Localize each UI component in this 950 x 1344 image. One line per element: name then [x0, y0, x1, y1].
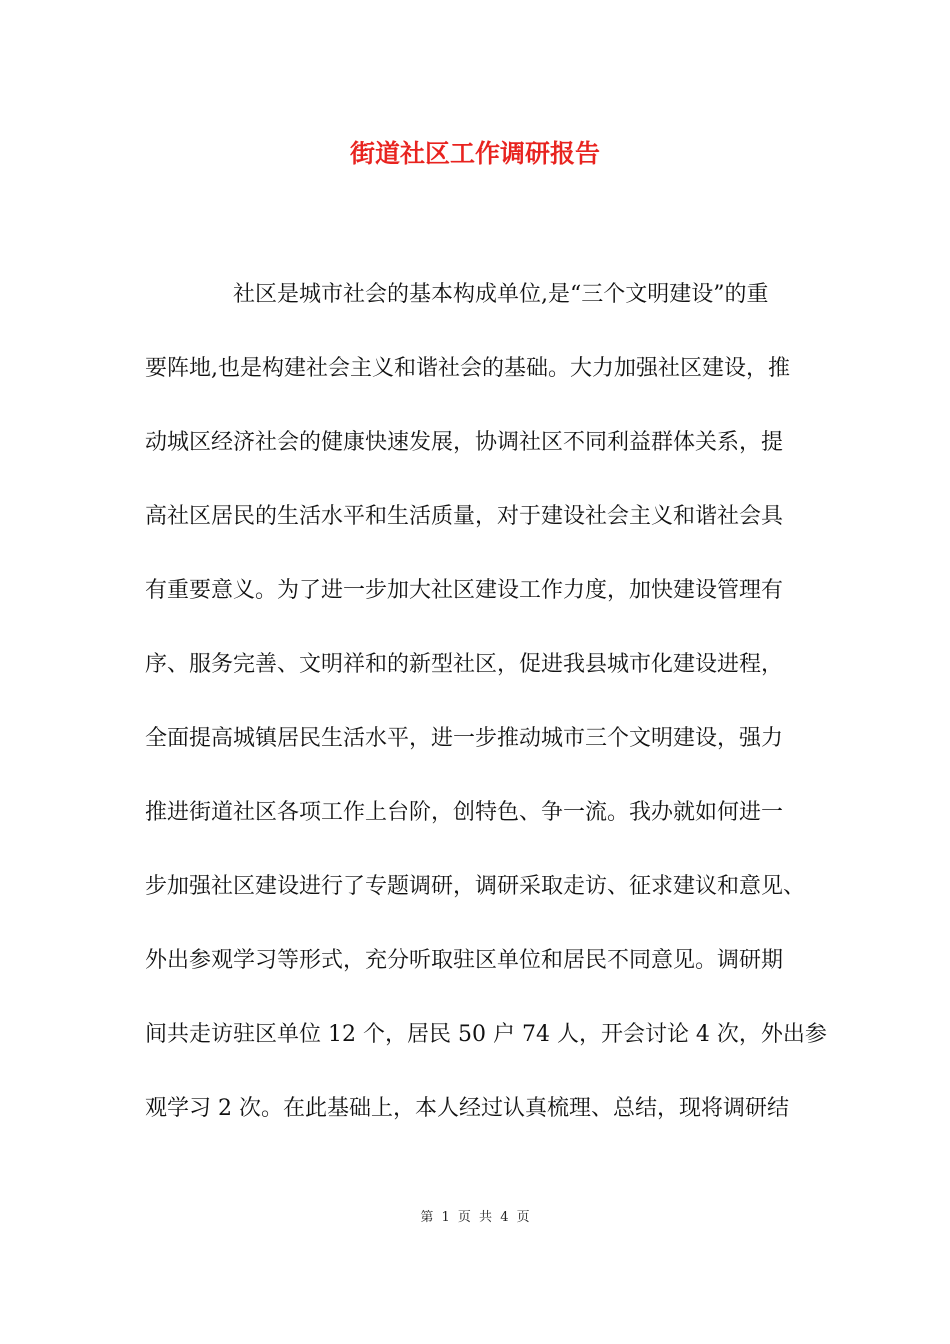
paragraph-line: 序、服务完善、文明祥和的新型社区，促进我县城市化建设进程， [145, 652, 784, 677]
document-title: 街道社区工作调研报告 [349, 139, 600, 168]
page-number-footer: 第 1 页 共 4 页 [420, 1210, 530, 1225]
paragraph-line: 高社区居民的生活水平和生活质量，对于建设社会主义和谐社会具 [145, 504, 784, 529]
paragraph-line: 全面提高城镇居民生活水平，进一步推动城市三个文明建设，强力 [145, 726, 784, 751]
paragraph-line: 外出参观学习等形式，充分听取驻区单位和居民不同意见。调研期 [145, 948, 784, 973]
paragraph-line: 动城区经济社会的健康快速发展，协调社区不同利益群体关系，提 [145, 430, 784, 455]
paragraph-line: 要阵地,也是构建社会主义和谐社会的基础。大力加强社区建设，推 [145, 356, 790, 381]
paragraph-line: 步加强社区建设进行了专题调研，调研采取走访、征求建议和意见、 [145, 874, 806, 899]
paragraph-line: 间共走访驻区单位 12 个，居民 50 户 74 人，开会讨论 4 次，外出参 [145, 1022, 827, 1047]
body-paragraph [145, 275, 827, 1163]
paragraph-line: 推进街道社区各项工作上台阶，创特色、争一流。我办就如何进一 [145, 800, 784, 825]
paragraph-line: 观学习 2 次。在此基础上，本人经过认真梳理、总结，现将调研结 [145, 1096, 789, 1121]
paragraph-line: 社区是城市社会的基本构成单位,是“三个文明建设”的重 [233, 282, 769, 307]
paragraph-line: 有重要意义。为了进一步加大社区建设工作力度，加快建设管理有 [145, 578, 784, 603]
